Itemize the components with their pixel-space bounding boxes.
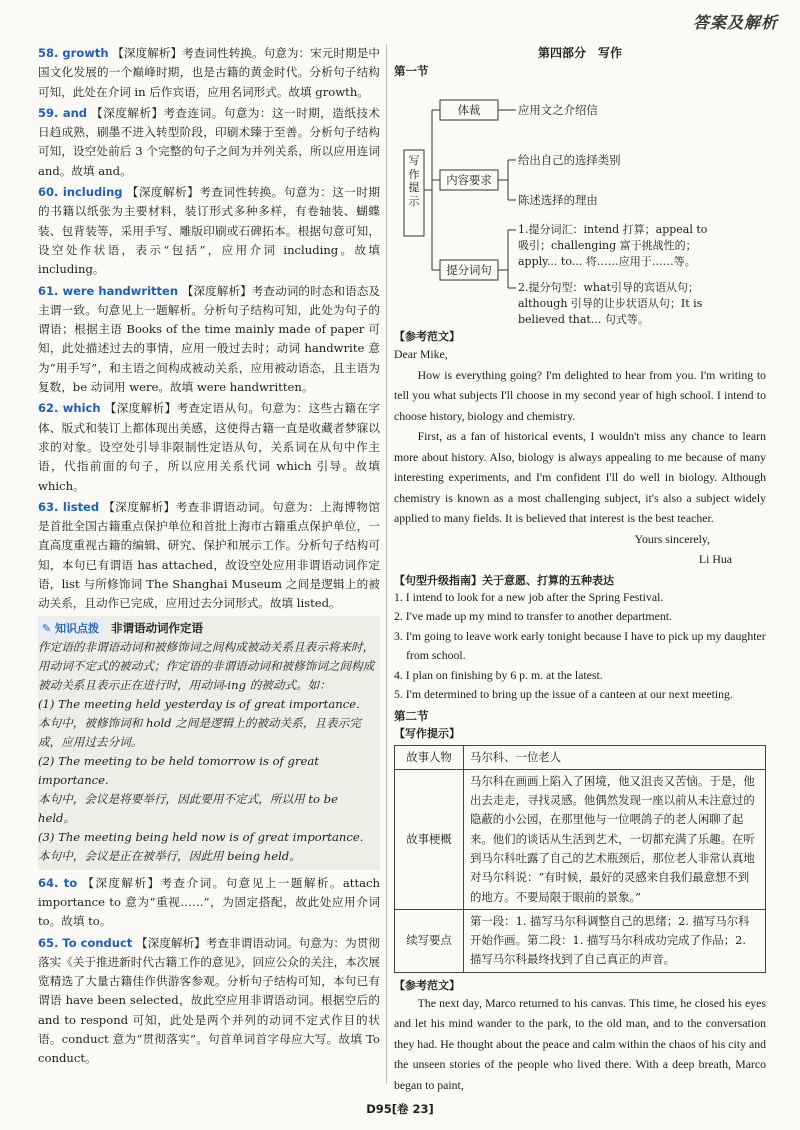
answer-explanation: 【深度解析】考查非谓语动词。句意为：上海博物馆是首批全国古籍重点保护单位和首批上海市古籍重点保护单位，一直高度重视古籍的编辑、研究、保护和展示工作。分析句子结构可知，本句已有谓语 has attached，故设空处应用非谓语动词作定语，list 与所修饰词 The Shanghai Museum 之间是逻辑上的被动关系，且动作已完成，应用过去分词形式。故填 listed。 (38, 499, 380, 611)
upgrade-sentence: 5. I'm determined to bring up the issue of a canteen at our next meeting. (394, 687, 733, 701)
left-column (38, 44, 380, 1071)
knowledge-title: 非谓语动词作定语 (111, 620, 204, 635)
outline-root: 写作提示 (408, 154, 420, 208)
sample-essay-2-label: 【参考范文】 (394, 978, 460, 992)
answer-entry (38, 874, 380, 932)
answer-number: 65. To conduct (38, 935, 133, 950)
outline-node-phrases: 提分词句 (446, 263, 492, 277)
outline-item-phrases-2: 2.提分句型：what引导的宾语从句；although 引导的让步状语从句；It is believed that... 句式等。 (518, 281, 703, 326)
continuation-paragraph: The next day, Marco returned to his canvas. This time, he closed his eyes and let his mind wander to the park, to the old man, and to the conversation they had. He thought about the peace and calm within the chaos of his city and the unseen stories of the people who lived there. With a deep breath, Marco began to paint, (394, 995, 766, 1092)
column-divider (386, 44, 387, 1084)
answer-number: 59. and (38, 105, 88, 120)
table-cell-label: 续写要点 (395, 909, 464, 972)
answer-entry (38, 498, 380, 614)
answer-number: 61. were handwritten (38, 283, 179, 298)
answer-number: 63. listed (38, 499, 100, 514)
upgrade-sentence: 1. I intend to look for a new job after the Spring Festival. (394, 589, 664, 604)
right-column (394, 44, 766, 1095)
answer-number: 58. growth (38, 46, 109, 60)
answer-explanation: 【深度解析】考查定语从句。句意为：这些古籍在字体、版式和装订上都体现出美感，这使得古籍一直是收藏者梦寐以求的对象。设空处引导非限制性定语从句，关系词在从句中作主语，代指前面的句子，所以应用关系代词 which 引导。故填 which。 (38, 401, 380, 493)
answer-explanation: 【深度解析】考查动词的时态和语态及主谓一致。句意见上一题解析。分析句子结构可知，此处为句子的谓语；根据主语 Books of the time mainly made of paper 可知，此处描述过去的事情，应用一般过去时；动词 handwrite 意为“用手写”，和主语之间构成被动关系，应用被动语态，且主语为复数，be 动词用 were。故填 were handwritten。 (38, 283, 381, 395)
page-footer: D95[卷 23] (366, 1102, 434, 1116)
answer-number: 60. including (38, 185, 123, 200)
letter-paragraph-2: First, as a fan of historical events, I wouldn't miss any chance to learn more about history. Also, biology is always appealing to me because of many interesting experiments, and I'm confident I'll do well in biology. Although chemistry is known as a most challenging subject, it's also a subject widely applied to many fields. It is believed that interest is the best teacher. (394, 429, 766, 525)
table-cell-label: 故事梗概 (395, 769, 464, 909)
answer-entry (38, 183, 380, 279)
answer-entry (38, 44, 380, 102)
upgrade-sentence: 4. I plan on finishing by 6 p. m. at the latest. (394, 667, 603, 682)
table-row (395, 769, 766, 909)
upgrade-sentence: 2. I've made up my mind to transfer to another department. (394, 609, 672, 623)
upgrade-sentence: 3. I'm going to leave work early tonight because I have to pick up my daughter from school. (394, 628, 766, 662)
table-cell-content: 马尔科、一位老人 (464, 745, 766, 769)
answer-entry (38, 399, 380, 495)
knowledge-box (38, 616, 380, 870)
outline-item-content-1: 给出自己的选择类别 (518, 153, 621, 167)
answer-explanation: 【深度解析】考查介词。句意见上一题解析。attach importance to 意为“重视……”，为固定搭配，故此处应用介词 to。故填 to。 (38, 875, 381, 929)
answer-explanation: 【深度解析】考查词性转换。句意为：这一时期的书籍以纸张为主要材料，装订形式多种多样，有卷轴装、蝴蝶装、包背装等，采用手写、雕版印刷或石碑拓本。根据句意可知，设空处作状语，表示“包括”，应用介词 including。故填 including。 (38, 185, 381, 277)
table-row (395, 745, 766, 769)
sample-essay-label: 【参考范文】 (394, 330, 460, 343)
outline-node-genre: 体裁 (457, 103, 481, 117)
outline-item-phrases-1: 1.提分词汇：intend 打算；appeal to 吸引；challenging 富于挑战性的；apply... to... 将……应用于……等。 (518, 223, 708, 268)
knowledge-line: 本句中，会议是正在被举行，因此用 being held。 (38, 848, 301, 863)
story-table (394, 745, 766, 973)
upgrade-guide-title: 【句型升级指南】关于意愿、打算的五种表达 (394, 573, 614, 587)
table-cell-content: 马尔科在画画上陷入了困境，他又沮丧又苦恼。于是，他出去走走，寻找灵感。他偶然发现一座以前从未注意过的隐蔽的小公园，在那里他与一位喂鸽子的老人闲聊了起来。他们的谈话从生活到艺术，一切都充满了乐趣。在听到马尔科吐露了自己的艺术瓶颈后，那位老人非常认真地对马尔科说：“有时候，最好的灵感来自我们最意想不到的地方。不要局限于眼前的景象。” (464, 769, 766, 909)
letter-paragraph-1: How is everything going? I'm delighted to hear from you. I'm writing to tell you what subjects I'll choose in my second year of high school. I intend to choose history, biology and chemistry. (394, 367, 766, 423)
writing-hint-label: 【写作提示】 (394, 726, 460, 740)
answer-explanation: 【深度解析】考查非谓语动词。句意为：为贯彻落实《关于推进新时代古籍工作的意见》，回应公众的关注，本次展览精选了大量古籍佳作供游客参观。分析句子结构可知，本句已有谓语 have been selected，故此空应用非谓语动词。根据空后的 and to respond 可知，此处是两个并列的动词不定式作目的状语。conduct 意为“贯彻落实”。句首单词首字母应大写。故填 To conduct。 (38, 935, 381, 1066)
knowledge-badge: ✎ 知识点拨 (38, 619, 105, 638)
knowledge-line: 本句中，被修饰词和 hold 之间是逻辑上的被动关系，且表示完成，应用过去分词。 (38, 715, 361, 749)
table-cell-content: 第一段：1. 描写马尔科调整自己的思绪；2. 描写马尔科开始作画。第二段：1. 描写马尔科成功完成了作品；2. 描写马尔科最终找到了自己真正的声音。 (464, 909, 766, 972)
outline-item-content-2: 陈述选择的理由 (518, 193, 598, 207)
knowledge-line: (1) The meeting held yesterday is of great importance. (38, 696, 360, 711)
answer-explanation: 【深度解析】考查连词。句意为：这一时期，造纸技术日趋成熟，刷墨不进入转型阶段，印刷术臻于至善。分析句子结构可知，设空处前后 3 个完整的句子之间为并列关系，所以应用连词 and。故填 and。 (38, 105, 380, 178)
knowledge-line: 本句中，会议是将要举行，因此要用不定式，所以用 to be held。 (38, 791, 338, 825)
section-two-label: 第二节 (394, 708, 429, 723)
answer-explanation: 【深度解析】考查词性转换。句意为：宋元时期是中国文化发展的一个巅峰时期，也是古籍的黄金时代。分析句子结构可知，此处在介词 in 后作宾语，应用名词形式。故填 growth。 (38, 46, 380, 99)
outline-item-genre: 应用文之介绍信 (518, 103, 598, 117)
knowledge-line: (2) The meeting to be held tomorrow is of great importance. (38, 753, 319, 787)
answer-entry (38, 282, 380, 398)
table-cell-label: 故事人物 (395, 745, 464, 769)
letter-signature: Li Hua (698, 552, 732, 566)
answer-number: 62. which (38, 401, 101, 416)
knowledge-line: 作定语的非谓语动词和被修饰词之间构成被动关系且表示将来时，用动词不定式的被动式；作定语的非谓语动词和被修饰词之间构成被动关系且表示正在进行时，用动词-ing 的被动式。如： (38, 639, 375, 692)
section-one-label: 第一节 (394, 64, 429, 78)
writing-outline-diagram (394, 80, 766, 326)
answer-entry (38, 104, 380, 181)
letter-greeting: Dear Mike, (394, 347, 448, 361)
page-header: 答案及解析 (692, 13, 778, 32)
part-title: 第四部分 写作 (537, 46, 622, 60)
table-row (395, 909, 766, 972)
knowledge-line: (3) The meeting being held now is of great importance. (38, 829, 364, 844)
outline-node-content: 内容要求 (446, 173, 492, 187)
letter-closing: Yours sincerely, (634, 531, 710, 546)
answer-number: 64. to (38, 875, 78, 890)
answer-entry (38, 934, 380, 1069)
